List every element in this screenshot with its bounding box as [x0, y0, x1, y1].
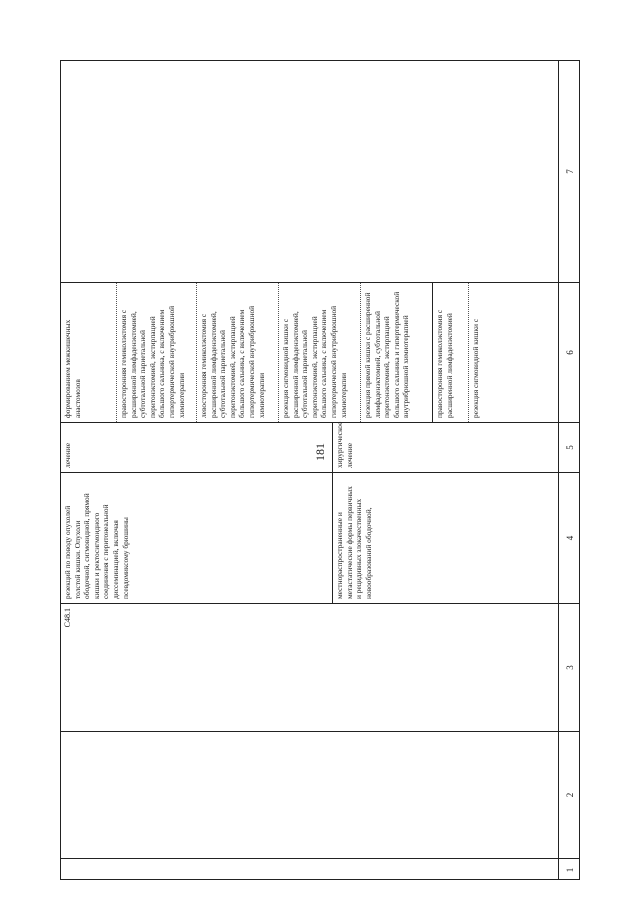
landscape-table	[60, 60, 580, 880]
method-item: левосторонняя гемиколэктомия с расширенной лимфаденэктомией, субтотальной париетальной перитонэктомией, экстирпацией большого сальника, с включением гипертермической внутрибрюшной химиотерапии	[197, 283, 279, 422]
column-3	[61, 604, 580, 732]
column-6	[61, 283, 580, 423]
column-1	[61, 859, 580, 880]
method-item: правосторонняя гемиколэктомия с расширенной лимфаденэктомией	[433, 283, 469, 422]
column-header-3: 3	[558, 604, 580, 731]
diagnosis-code: C48.1	[63, 608, 72, 628]
method-item: резекция сигмовидной кишки с расширенной лимфаденэктомией, субтотальной париетальной перитонэктомией, экстирпацией большого сальника, с включением гипертермической внутрибрюшной химиотерапии	[279, 283, 361, 422]
column-header-5: 5	[558, 423, 580, 472]
column-header-2: 2	[558, 732, 580, 858]
table-grid	[61, 61, 580, 880]
column-4	[61, 473, 580, 604]
condition-text: резекций по поводу опухолей толстой кишки. Опухоли ободочной, сигмовидной, прямой кишки и ректосигмоидного соединения с перитонеальной диссеминацией, включая псевдомиксому брюшины	[61, 473, 333, 603]
treatment-type-2: хирургическое лечение	[335, 421, 354, 468]
column-header-1: 1	[558, 859, 580, 880]
column-header-4: 4	[558, 473, 580, 603]
column-header-7: 7	[558, 61, 580, 282]
column-header-6: 6	[558, 283, 580, 422]
method-item: резекция сигмовидной кишки с	[471, 318, 480, 418]
column-2	[61, 732, 580, 859]
column-7	[61, 61, 580, 283]
method-item: правосторонняя гемиколэктомия с расширенной лимфаденэктомией, субтотальной париетальной перитонэктомией, экстирпацией большого сальника, с включением гипертермической внутрибрюшной химиотерапии	[117, 283, 197, 422]
column-5	[61, 423, 580, 473]
condition-text-2: местнораспространенные и метастатические формы первичных и рецидивных злокачественных новообразований ободочной,	[335, 486, 373, 599]
method-item: резекция прямой кишки с расширенной лимфаденэктомией, субтотальной перитонэктомией, экстирпацией большого сальника и гипертермической внутрибрюшной химиотерапией	[361, 283, 433, 422]
method-item: формированием межкишечных анастомозов	[61, 283, 117, 422]
treatment-type: лечение	[61, 423, 333, 472]
rotated-table-content	[61, 61, 580, 880]
page-number: 181	[313, 443, 327, 461]
